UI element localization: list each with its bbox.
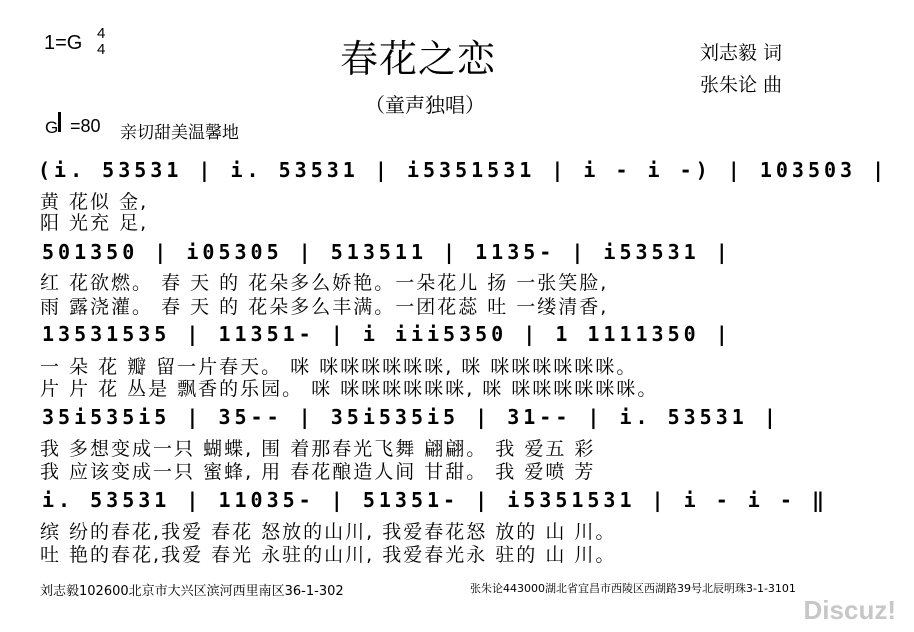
lyric-line-1a: 黄 花似 金,	[40, 191, 149, 213]
notation-line-5: i. 53531 | 11035- | 51351- | i5351531 | i - i - ‖	[42, 488, 829, 512]
tempo-stem	[58, 112, 61, 132]
footer-left-address: 刘志毅102600北京市大兴区滨河西里南区36-1-302	[40, 584, 344, 599]
discuz-watermark: Discuz!	[803, 595, 896, 625]
footer-right-address: 张朱论443000湖北省宜昌市西陵区西湖路39号北辰明珠3-1-3101	[470, 582, 796, 595]
lyric-line-2a: 红 花欲燃。 春 天 的 花朵多么娇艳。一朵花儿 扬 一张笑脸,	[40, 272, 609, 294]
song-title: 春花之恋	[340, 37, 497, 81]
lyric-line-4b: 我 应该变成一只 蜜蜂, 用 春花酿造人间 甘甜。 我 爱喷 芳	[40, 461, 596, 483]
lyric-line-5a: 缤 纷的春花,我爱 春花 怒放的山川, 我爱春花怒 放的 山 川。	[40, 521, 617, 543]
lyric-line-1b: 阳 光充 足,	[40, 212, 149, 234]
lyricist-credit: 刘志毅 词	[700, 42, 783, 64]
expression-marking: 亲切甜美温馨地	[120, 123, 239, 143]
composer-credit: 张朱论 曲	[700, 74, 783, 96]
song-subtitle: （童声独唱）	[365, 93, 485, 117]
lyric-line-5b: 吐 艳的春花,我爱 春光 永驻的山川, 我爱春光永 驻的 山 川。	[40, 544, 617, 566]
lyric-line-2b: 雨 露浇灌。 春 天 的 花朵多么丰满。一团花蕊 吐 一缕清香,	[40, 296, 609, 318]
time-signature-top: 4	[97, 25, 106, 42]
lyric-line-3a: 一 朵 花 瓣 留一片春天。 咪 咪咪咪咪咪咪, 咪 咪咪咪咪咪咪。	[40, 356, 638, 378]
tempo-note-icon: G	[45, 118, 59, 137]
notation-line-4: 35i535i5 | 35-- | 35i535i5 | 31-- | i. 53531 |	[42, 405, 780, 429]
notation-line-1: (i. 53531 | i. 53531 | i5351531 | i - i -) | 103503 |	[38, 158, 889, 182]
notation-line-2: 501350 | i05305 | 513511 | 1135- | i53531 |	[42, 240, 732, 264]
time-signature	[97, 26, 105, 58]
key-signature: 1=G	[44, 32, 83, 54]
time-signature-bottom: 4	[97, 41, 106, 58]
lyric-line-4a: 我 多想变成一只 蝴蝶, 围 着那春光飞舞 翩翩。 我 爱五 彩	[40, 438, 596, 460]
tempo-marking: =80	[70, 116, 101, 136]
lyric-line-3b: 片 片 花 丛是 飘香的乐园。 咪 咪咪咪咪咪咪, 咪 咪咪咪咪咪咪。	[40, 378, 659, 400]
notation-line-3: 13531535 | 11351- | i iii5350 | 1 1111350 |	[42, 322, 732, 346]
